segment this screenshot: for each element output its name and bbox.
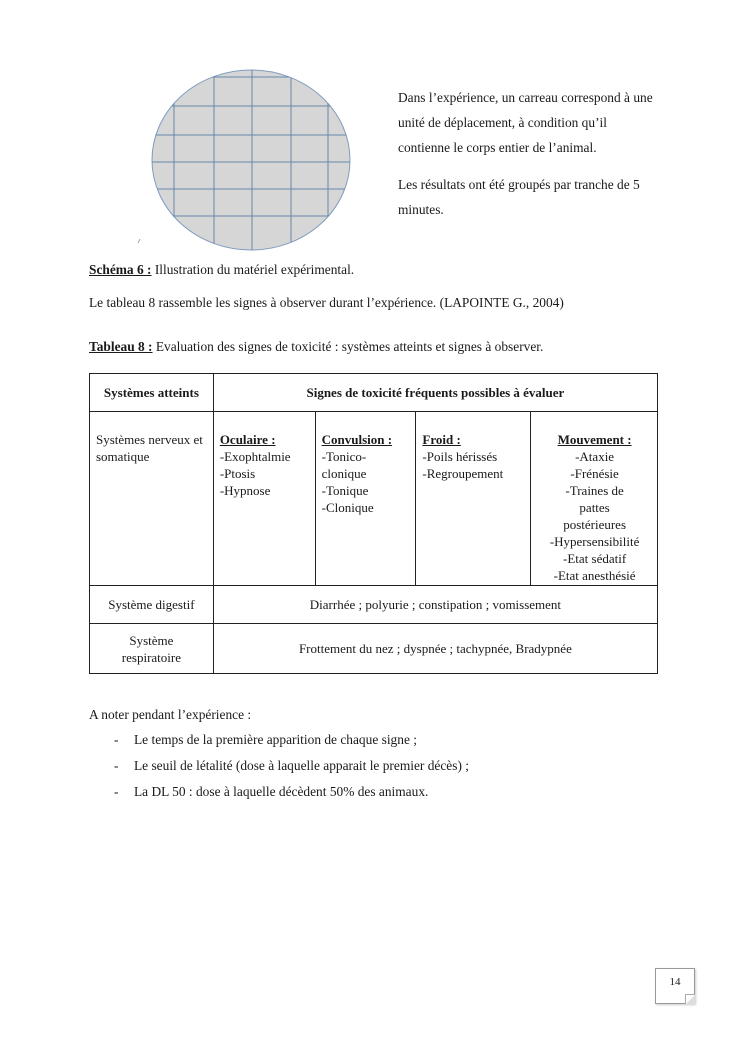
list-item: -Tonico-clonique bbox=[321, 449, 367, 481]
table-row-digestive bbox=[90, 586, 658, 624]
convulsion-title: Convulsion : bbox=[321, 432, 393, 447]
list-item: -Ptosis bbox=[219, 466, 256, 481]
figure-caption bbox=[89, 262, 354, 278]
mouvement-title: Mouvement : bbox=[557, 432, 632, 447]
row-digestive-signs: Diarrhée ; polyurie ; constipation ; vomissement bbox=[213, 586, 657, 624]
page-corner-fold bbox=[685, 994, 695, 1004]
list-item: -Clonique bbox=[321, 500, 374, 515]
arena-dish bbox=[152, 70, 350, 250]
row-respiratory-system-label: Système respiratoire bbox=[121, 632, 181, 665]
description-paragraph-2: Les résultats ont été groupés par tranche de 5 minutes. bbox=[398, 177, 640, 217]
cell-oculaire bbox=[213, 412, 315, 586]
page-number: 14 bbox=[669, 976, 681, 988]
cell-mouvement bbox=[531, 412, 658, 586]
note-text: Le seuil de létalité (dose à laquelle apparait le premier décès) ; bbox=[134, 758, 469, 773]
list-item: -Ataxie bbox=[575, 449, 615, 464]
list-item: -Traines de pattes postérieures bbox=[563, 483, 626, 532]
table-caption bbox=[89, 339, 543, 355]
header-systems: Systèmes atteints bbox=[90, 374, 214, 412]
list-item: -Hypersensibilité bbox=[549, 534, 640, 549]
cell-froid bbox=[416, 412, 531, 586]
figure-caption-text: Illustration du matériel expérimental. bbox=[151, 262, 355, 277]
page-number-box bbox=[655, 968, 695, 1004]
oculaire-title: Oculaire : bbox=[219, 432, 276, 447]
list-item: -Regroupement bbox=[422, 466, 504, 481]
bullet-dash: - bbox=[114, 732, 119, 747]
note-text: La DL 50 : dose à laquelle décèdent 50% des animaux. bbox=[134, 784, 429, 799]
row-digestive-system: Système digestif bbox=[90, 586, 214, 624]
list-item: -Exophtalmie bbox=[219, 449, 291, 464]
row-respiratory-signs: Frottement du nez ; dyspnée ; tachypnée, Bradypnée bbox=[213, 624, 657, 674]
table-caption-text: Evaluation des signes de toxicité : systèmes atteints et signes à observer. bbox=[152, 339, 544, 354]
figure-caption-label: Schéma 6 : bbox=[89, 262, 152, 277]
table-caption-label: Tableau 8 : bbox=[89, 339, 153, 354]
bullet-dash: - bbox=[114, 758, 119, 773]
table-row-respiratory bbox=[90, 624, 658, 674]
row-nervous-system bbox=[90, 412, 214, 586]
list-item: -Frénésie bbox=[570, 466, 619, 481]
description-paragraph-1: Dans l’expérience, un carreau correspond à une unité de déplacement, à condition qu’il contienne le corps entier de l’animal. bbox=[398, 90, 653, 155]
header-signs: Signes de toxicité fréquents possibles à évaluer bbox=[213, 374, 657, 412]
note-text: Le temps de la première apparition de chaque signe ; bbox=[134, 732, 417, 747]
list-item: -Hypnose bbox=[219, 483, 271, 498]
table-header-row bbox=[90, 374, 658, 412]
cell-convulsion bbox=[315, 412, 416, 586]
froid-title: Froid : bbox=[422, 432, 461, 447]
intro-sentence: Le tableau 8 rassemble les signes à observer durant l’expérience. (LAPOINTE G., 2004) bbox=[89, 295, 564, 310]
experimental-arena-illustration bbox=[130, 60, 370, 260]
row-respiratory-system bbox=[90, 624, 214, 674]
list-item: -Etat anesthésié bbox=[553, 568, 636, 583]
row-nervous-system-label: Systèmes nerveux et somatique bbox=[96, 432, 203, 464]
list-item: -Etat sédatif bbox=[563, 551, 627, 566]
list-item: -Tonique bbox=[321, 483, 369, 498]
toxicity-signs-table bbox=[89, 373, 658, 674]
stray-mark bbox=[138, 239, 140, 243]
notes-intro-text: A noter pendant l’expérience : bbox=[89, 707, 252, 722]
list-item: -Poils hérissés bbox=[422, 449, 498, 464]
table-row-nervous bbox=[90, 412, 658, 586]
bullet-dash: - bbox=[114, 784, 119, 799]
